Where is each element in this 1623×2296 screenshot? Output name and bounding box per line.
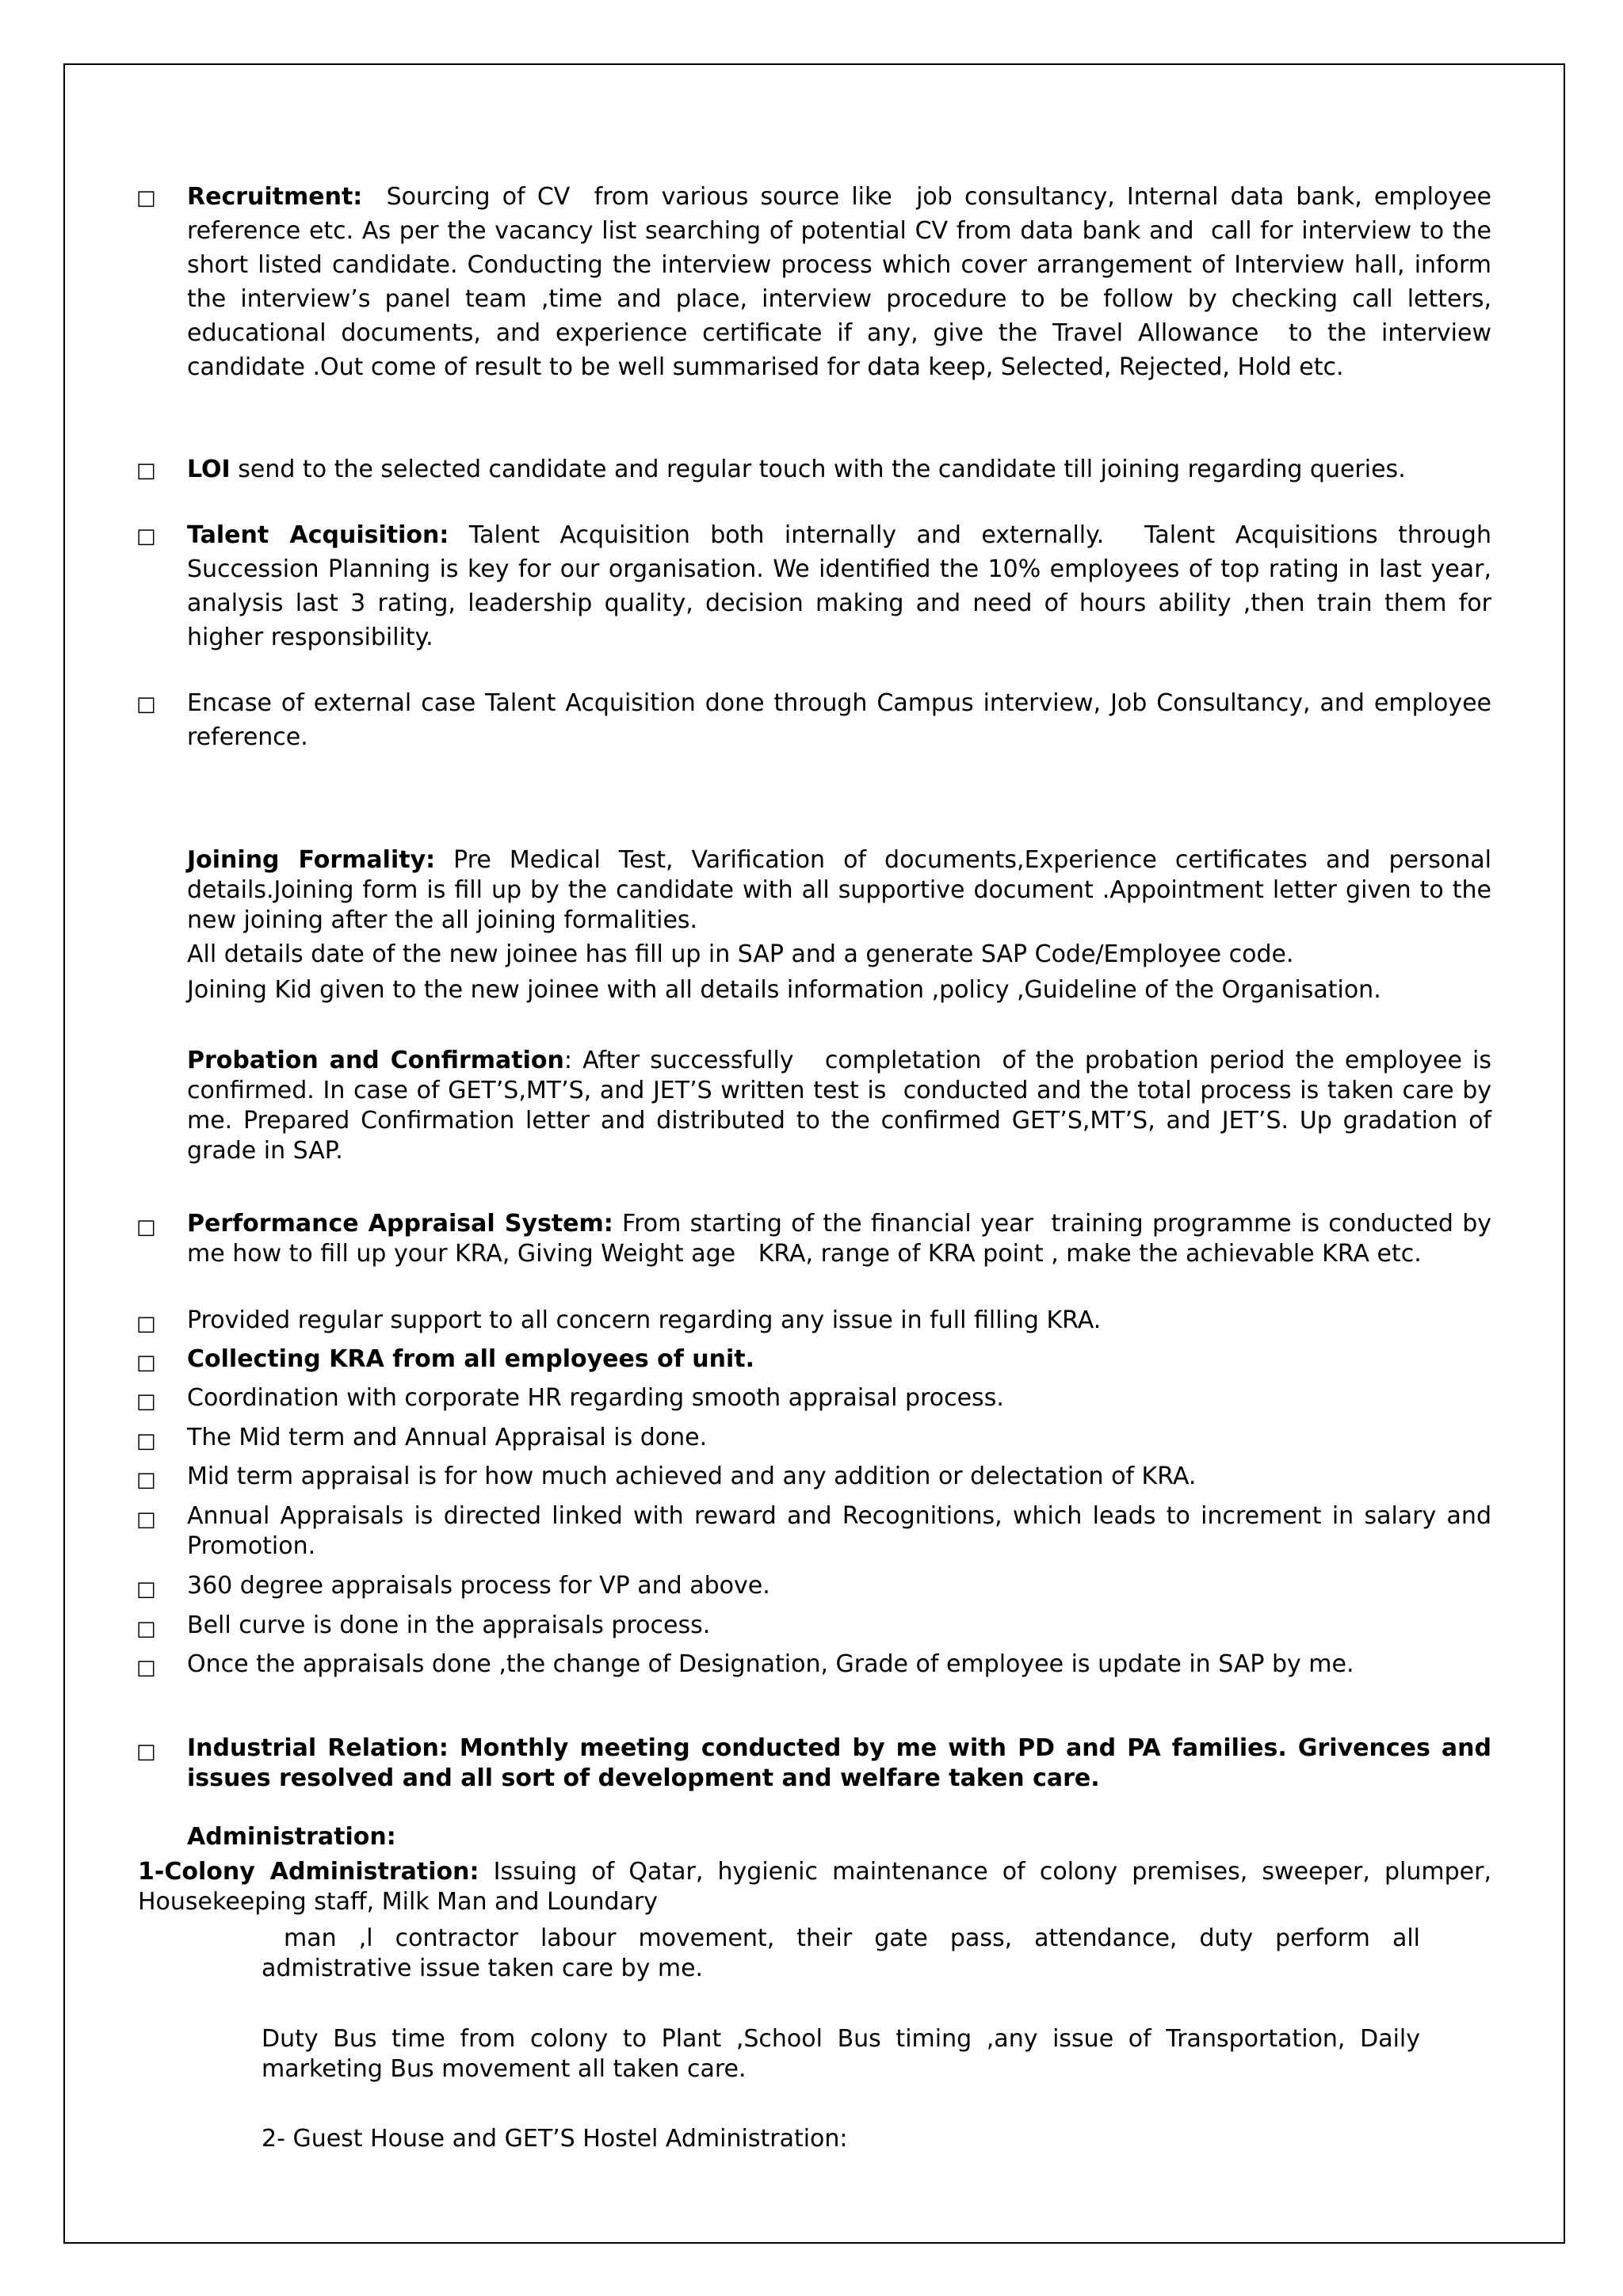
colony-heading: 1-Colony Administration: — [138, 1858, 479, 1886]
performance-heading: Performance Appraisal System: — [187, 1210, 613, 1238]
bullet-icon — [136, 180, 156, 215]
loi-text: send to the selected candidate and regular touch with the candidate till joining regarding queries. — [230, 456, 1406, 483]
bullet-icon — [136, 1344, 156, 1380]
recruitment-heading: Recruitment: — [187, 183, 363, 211]
joining-heading: Joining Formality: — [187, 846, 436, 874]
bullet-icon — [136, 1571, 156, 1607]
recruitment-paragraph — [187, 180, 1499, 384]
bullet-icon — [136, 1462, 156, 1497]
industrial-paragraph: Industrial Relation: Monthly meeting conducted by me with PD and PA families. Grivences and issues resolved and all sort of development and welfare taken care. — [187, 1734, 1491, 1792]
bullet-icon — [136, 1423, 156, 1459]
bullet-icon — [136, 518, 156, 554]
colony-paragraph — [138, 1857, 1499, 1917]
appraisal-item: Bell curve is done in the appraisals process. — [187, 1611, 711, 1639]
bullet-icon — [136, 1501, 156, 1537]
bullet-icon — [136, 1306, 156, 1341]
bullet-icon — [136, 1611, 156, 1646]
appraisal-item: The Mid term and Annual Appraisal is done. — [187, 1424, 708, 1451]
colony-text: Issuing of Qatar, hygienic maintenance of colony premises, sweeper, plumper, Housekeeping staff, Milk Man and Loundary — [138, 1858, 1499, 1916]
bullet-icon — [136, 686, 156, 722]
appraisal-item: 360 degree appraisals process for VP and above. — [187, 1572, 770, 1600]
joining-paragraph — [187, 845, 1499, 936]
probation-heading: Probation and Confirmation — [187, 1047, 564, 1074]
probation-paragraph — [187, 1046, 1499, 1166]
talent-text: Talent Acquisition both internally and externally. Talent Acquisitions through Succession Planning is key for our organisation. We identified the 10% employees of top rating in last year, analysis last 3 rating, leadership quality, decision making and need of hours ability ,then train them for higher responsibility. — [187, 521, 1499, 651]
encase-paragraph: Encase of external case Talent Acquisition done through Campus interview, Job Consultancy, and employee reference. — [187, 689, 1491, 751]
joining-text: Pre Medical Test, Varification of documents,Experience certificates and personal details.Joining form is fill up by the candidate with all supportive document .Appointment letter given to the new joining after the all joining formalities. — [187, 846, 1499, 934]
appraisal-item: Annual Appraisals is directed linked with reward and Recognitions, which leads to increment in salary and Promotion. — [187, 1502, 1491, 1560]
appraisal-item: Mid term appraisal is for how much achieved and any addition or delectation of KRA. — [187, 1463, 1197, 1490]
administration-heading: Administration: — [187, 1823, 396, 1851]
bus-paragraph: Duty Bus time from colony to Plant ,School Bus timing ,any issue of Transportation, Daily marketing Bus movement all taken care. — [262, 2025, 1420, 2083]
appraisal-item: Collecting KRA from all employees of unit. — [187, 1345, 755, 1373]
loi-paragraph — [187, 452, 1491, 486]
bullet-icon — [136, 1209, 156, 1245]
appraisal-item: Provided regular support to all concern regarding any issue in full filling KRA. — [187, 1306, 1102, 1334]
probation-text: : After successfully completation of the probation period the employee is confirmed. In case of GET’S,MT’S, and JET’S written test is conducted and the total process is taken care by me. Prepared Confirmation letter and distributed to the confirmed GET’S,MT’S, and JET’S. Up gradation of grade in SAP. — [187, 1047, 1499, 1165]
contractor-paragraph: man ,l contractor labour movement, their gate pass, attendance, duty perform all admistrative issue taken care by me. — [262, 1924, 1428, 1982]
joining-kit-line: Joining Kid given to the new joinee with all details information ,policy ,Guideline of the Organisation. — [187, 976, 1381, 1004]
loi-heading: LOI — [187, 456, 231, 483]
talent-paragraph — [187, 518, 1499, 654]
performance-text: From starting of the financial year training programme is conducted by me how to fill up your KRA, Giving Weight age KRA, range of KRA point , make the achievable KRA etc. — [187, 1210, 1499, 1268]
appraisal-item: Once the appraisals done ,the change of Designation, Grade of employee is update in SAP by me. — [187, 1650, 1354, 1678]
bullet-icon — [136, 1733, 156, 1769]
bullet-icon — [136, 1650, 156, 1685]
performance-paragraph — [187, 1209, 1499, 1269]
talent-heading: Talent Acquisition: — [187, 521, 449, 549]
bullet-icon — [136, 452, 156, 488]
bullet-icon — [136, 1383, 156, 1419]
joining-sap-line: All details date of the new joinee has fill up in SAP and a generate SAP Code/Employee code. — [187, 940, 1294, 968]
appraisal-item: Coordination with corporate HR regarding smooth appraisal process. — [187, 1384, 1004, 1412]
guest-house-heading: 2- Guest House and GET’S Hostel Administration: — [262, 2125, 848, 2153]
recruitment-text: Sourcing of CV from various source like job consultancy, Internal data bank, employee reference etc. As per the vacancy list searching of potential CV from data bank and call for interview to the short listed candidate. Conducting the interview process which cover arrangement of Interview hall, inform the interview’s panel team ,time and place, interview procedure to be follow by checking call letters, educational documents, and experience certificate if any, give the Travel Allowance to the interview candidate .Out come of result to be well summarised for data keep, Selected, Rejected, Hold etc. — [187, 183, 1499, 381]
